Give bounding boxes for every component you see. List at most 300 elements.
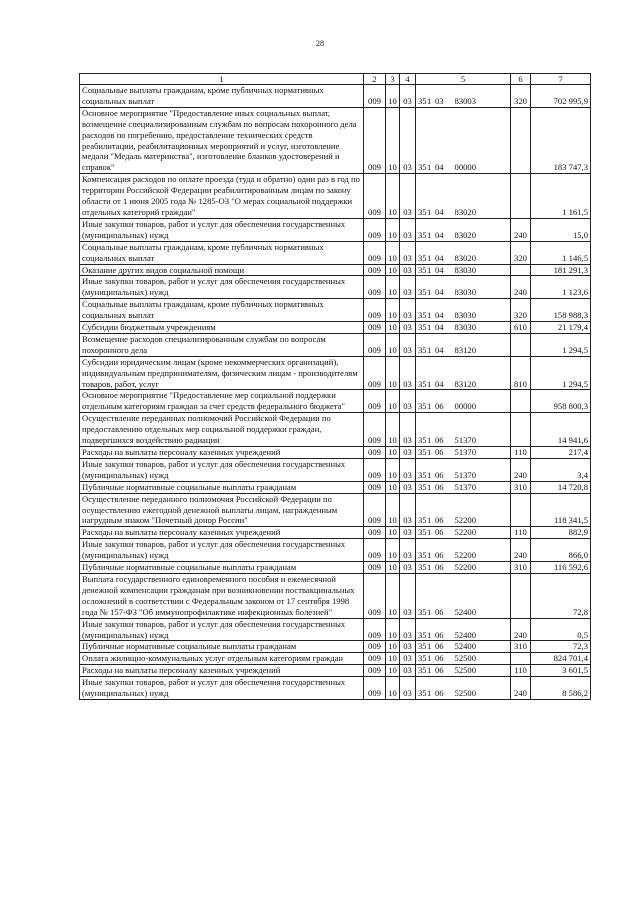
expense-type-code [511,390,531,413]
table-row [80,562,591,574]
target-code-part: 00000 [454,401,476,412]
target-code-part: 51370 [454,447,476,457]
target-code-part: 35 [418,629,427,640]
target-article-code [416,539,511,562]
target-code-part: 83020 [454,229,476,240]
ministry-code: 009 [364,264,386,276]
expense-name: Иные закупки товаров, работ и услуг для обеспечения государственных (муниципальных) нужд [80,218,364,241]
target-article-code [416,218,511,241]
column-header: 2 [364,74,386,85]
expense-type-code [511,264,531,276]
expense-type-code: 240 [511,218,531,241]
expense-type-code [511,413,531,447]
target-code-part: 06 [435,665,444,676]
expense-type-code: 310 [511,562,531,574]
target-code-part: 1 [427,378,432,389]
target-code-part: 35 [418,653,427,664]
subsection-code: 03 [400,677,416,700]
amount: 1 146,5 [531,241,591,264]
expense-name: Возмещение расходов специализированным службам по вопросам похоронного дела [80,333,364,356]
target-code-part: 04 [435,344,444,355]
subsection-code: 03 [400,107,416,173]
section-code: 10 [386,85,400,108]
target-code-part: 35 [418,688,427,699]
amount: 702 995,9 [531,85,591,108]
target-code-part: 06 [435,641,444,652]
expense-name: Основное мероприятие "Предоставление мер социальной поддержки отдельным категориям граждан за счет средств федерального бюджета" [80,390,364,413]
target-code-part: 04 [435,322,444,333]
subsection-code: 03 [400,618,416,641]
subsection-code: 03 [400,322,416,334]
section-code: 10 [386,107,400,173]
expense-name: Основное мероприятие "Предоставление иных социальных выплат, возмещение специализированным службам по вопросам похоронного дела расходов по погребению, предоставление технических средств реабилитации, реабилитационных мероприятий и услуг, изготовление медали "Медаль материнства", изготовление бланков удостоверений и справок" [80,107,364,173]
amount: 183 747,3 [531,107,591,173]
target-article-code [416,458,511,481]
table-row [80,333,591,356]
expense-type-code [511,573,531,618]
table-row [80,85,591,108]
target-code-part: 35 [418,162,427,173]
subsection-code: 03 [400,573,416,618]
expense-name: Расходы на выплаты персоналу казенных учреждений [80,665,364,677]
section-code: 10 [386,458,400,481]
target-article-code [416,573,511,618]
section-code: 10 [386,653,400,665]
target-code-part: 03 [435,95,444,106]
target-code-part: 1 [427,469,432,480]
target-code-part: 1 [427,665,432,676]
target-code-part: 83020 [454,206,476,217]
expense-type-code: 610 [511,322,531,334]
target-code-part: 1 [427,401,432,412]
target-article-code [416,107,511,173]
section-code: 10 [386,322,400,334]
table-row [80,356,591,390]
target-code-part: 52200 [454,515,476,526]
ministry-code: 009 [364,107,386,173]
target-code-part: 83030 [454,264,476,275]
expense-name: Публичные нормативные социальные выплаты гражданам [80,641,364,653]
ministry-code: 009 [364,573,386,618]
target-code-part: 35 [418,527,427,538]
table-row [80,390,591,413]
target-article-code [416,447,511,459]
target-code-part: 51370 [454,481,476,492]
target-code-part: 1 [427,287,432,298]
amount: 158 988,3 [531,299,591,322]
target-code-part: 35 [418,481,427,492]
expense-type-code: 320 [511,85,531,108]
section-code: 10 [386,241,400,264]
table-header-row [80,74,591,85]
table-body [80,85,591,700]
ministry-code: 009 [364,618,386,641]
target-code-part: 83120 [454,378,476,389]
amount: 8 586,2 [531,677,591,700]
section-code: 10 [386,527,400,539]
column-header: 1 [80,74,364,85]
ministry-code: 009 [364,447,386,459]
target-code-part: 35 [418,515,427,526]
target-code-part: 35 [418,264,427,275]
ministry-code: 009 [364,641,386,653]
ministry-code: 009 [364,390,386,413]
expense-type-code [511,493,531,527]
target-code-part: 35 [418,401,427,412]
section-code: 10 [386,276,400,299]
target-article-code [416,493,511,527]
target-code-part: 52200 [454,562,476,573]
expense-type-code: 110 [511,527,531,539]
amount: 21 179,4 [531,322,591,334]
target-code-part: 52400 [454,606,476,617]
expense-name: Социальные выплаты гражданам, кроме публичных нормативных социальных выплат [80,85,364,108]
target-code-part: 06 [435,515,444,526]
target-code-part: 1 [427,344,432,355]
target-code-part: 35 [418,95,427,106]
table-row [80,107,591,173]
target-code-part: 35 [418,641,427,652]
target-code-part: 04 [435,206,444,217]
target-code-part: 1 [427,527,432,538]
section-code: 10 [386,641,400,653]
expense-type-code: 240 [511,677,531,700]
expense-name: Расходы на выплаты персоналу казенных учреждений [80,447,364,459]
amount: 72,3 [531,641,591,653]
expense-name: Оказание других видов социальной помощи [80,264,364,276]
expense-type-code: 240 [511,276,531,299]
amount: 882,9 [531,527,591,539]
target-code-part: 1 [427,688,432,699]
target-code-part: 83020 [454,252,476,263]
expense-type-code [511,333,531,356]
target-code-part: 1 [427,229,432,240]
expense-name: Иные закупки товаров, работ и услуг для обеспечения государственных (муниципальных) нужд [80,276,364,299]
target-article-code [416,174,511,219]
subsection-code: 03 [400,356,416,390]
ministry-code: 009 [364,493,386,527]
amount: 0,5 [531,618,591,641]
amount: 958 800,3 [531,390,591,413]
target-code-part: 35 [418,550,427,561]
expense-name: Осуществление переданных полномочий Российской Федерации по предоставлению отдельных мер социальной поддержки граждан, подвергшихся воздействию радиации [80,413,364,447]
ministry-code: 009 [364,322,386,334]
target-code-part: 06 [435,481,444,492]
target-article-code [416,527,511,539]
table-row [80,527,591,539]
section-code: 10 [386,174,400,219]
target-code-part: 1 [427,322,432,333]
target-article-code [416,241,511,264]
subsection-code: 03 [400,218,416,241]
amount: 181 291,3 [531,264,591,276]
target-code-part: 06 [435,550,444,561]
amount: 116 592,6 [531,562,591,574]
subsection-code: 03 [400,241,416,264]
table-row [80,322,591,334]
target-code-part: 04 [435,264,444,275]
target-code-part: 35 [418,469,427,480]
target-code-part: 51370 [454,435,476,446]
subsection-code: 03 [400,299,416,322]
target-code-part: 04 [435,162,444,173]
subsection-code: 03 [400,413,416,447]
expense-type-code [511,107,531,173]
target-code-part: 35 [418,229,427,240]
target-code-part: 35 [418,562,427,573]
target-code-part: 06 [435,435,444,446]
column-header: 4 [400,74,416,85]
target-code-part: 1 [427,447,432,457]
amount: 217,4 [531,447,591,459]
amount: 72,8 [531,573,591,618]
target-article-code [416,677,511,700]
section-code: 10 [386,413,400,447]
subsection-code: 03 [400,85,416,108]
expense-name: Субсидии бюджетным учреждениям [80,322,364,334]
target-code-part: 06 [435,688,444,699]
expense-name: Публичные нормативные социальные выплаты гражданам [80,481,364,493]
column-header: 7 [531,74,591,85]
target-article-code [416,618,511,641]
section-code: 10 [386,299,400,322]
section-code: 10 [386,481,400,493]
expense-name: Социальные выплаты гражданам, кроме публичных нормативных социальных выплат [80,299,364,322]
expense-name: Осуществление переданного полномочия Российской Федерации по осуществлению ежегодной денежной выплаты лицам, награжденным нагрудным знаком "Почетный донор России" [80,493,364,527]
amount: 15,0 [531,218,591,241]
target-code-part: 83030 [454,287,476,298]
amount: 3,4 [531,458,591,481]
ministry-code: 009 [364,241,386,264]
amount: 14 941,6 [531,413,591,447]
target-code-part: 06 [435,653,444,664]
column-header: 3 [386,74,400,85]
target-code-part: 52500 [454,653,476,664]
subsection-code: 03 [400,458,416,481]
target-article-code [416,641,511,653]
ministry-code: 009 [364,276,386,299]
target-code-part: 35 [418,252,427,263]
table-row [80,665,591,677]
table-row [80,447,591,459]
ministry-code: 009 [364,218,386,241]
ministry-code: 009 [364,413,386,447]
target-article-code [416,653,511,665]
target-code-part: 52200 [454,550,476,561]
ministry-code: 009 [364,299,386,322]
expense-name: Публичные нормативные социальные выплаты гражданам [80,562,364,574]
target-code-part: 06 [435,629,444,640]
expense-name: Иные закупки товаров, работ и услуг для обеспечения государственных (муниципальных) нужд [80,677,364,700]
table-row [80,299,591,322]
ministry-code: 009 [364,527,386,539]
target-code-part: 83030 [454,310,476,321]
target-code-part: 35 [418,206,427,217]
expense-type-code [511,653,531,665]
target-article-code [416,264,511,276]
subsection-code: 03 [400,641,416,653]
expense-name: Оплата жилищно-коммунальных услуг отдельным категориям граждан [80,653,364,665]
amount: 1 294,5 [531,356,591,390]
subsection-code: 03 [400,539,416,562]
section-code: 10 [386,264,400,276]
target-code-part: 52200 [454,527,476,538]
target-article-code [416,390,511,413]
table-row [80,573,591,618]
amount: 3 601,5 [531,665,591,677]
table-row [80,413,591,447]
expense-type-code: 240 [511,618,531,641]
section-code: 10 [386,539,400,562]
target-article-code [416,85,511,108]
ministry-code: 009 [364,539,386,562]
subsection-code: 03 [400,333,416,356]
expense-name: Иные закупки товаров, работ и услуг для обеспечения государственных (муниципальных) нужд [80,618,364,641]
target-code-part: 35 [418,378,427,389]
section-code: 10 [386,390,400,413]
table-row [80,641,591,653]
amount: 14 720,8 [531,481,591,493]
expense-type-code: 240 [511,458,531,481]
section-code: 10 [386,493,400,527]
target-code-part: 1 [427,264,432,275]
target-code-part: 06 [435,527,444,538]
target-code-part: 1 [427,562,432,573]
subsection-code: 03 [400,493,416,527]
target-code-part: 1 [427,606,432,617]
target-code-part: 1 [427,550,432,561]
target-code-part: 1 [427,206,432,217]
target-article-code [416,562,511,574]
target-code-part: 1 [427,310,432,321]
subsection-code: 03 [400,481,416,493]
expense-name: Иные закупки товаров, работ и услуг для обеспечения государственных (муниципальных) нужд [80,539,364,562]
ministry-code: 009 [364,356,386,390]
section-code: 10 [386,333,400,356]
table-row [80,653,591,665]
table-row [80,539,591,562]
target-code-part: 00000 [454,162,476,173]
target-code-part: 04 [435,229,444,240]
expense-name: Иные закупки товаров, работ и услуг для обеспечения государственных (муниципальных) нужд [80,458,364,481]
target-article-code [416,356,511,390]
ministry-code: 009 [364,458,386,481]
expense-name: Выплата государственного единовременного пособия и ежемесячной денежной компенсации гражданам при возникновении поствакцинальных осложнений в соответствии с Федеральным законом от 17 сентября 1998 года № 157-ФЗ "Об иммунопрофилактике инфекционных болезней" [80,573,364,618]
target-code-part: 1 [427,435,432,446]
target-code-part: 83003 [454,95,476,106]
subsection-code: 03 [400,276,416,299]
target-code-part: 35 [418,435,427,446]
target-code-part: 06 [435,562,444,573]
target-article-code [416,322,511,334]
subsection-code: 03 [400,174,416,219]
table-row [80,264,591,276]
table-row [80,241,591,264]
table-row [80,458,591,481]
expense-name: Расходы на выплаты персоналу казенных учреждений [80,527,364,539]
target-code-part: 06 [435,469,444,480]
target-code-part: 52400 [454,629,476,640]
target-code-part: 04 [435,310,444,321]
expense-name: Компенсация расходов по оплате проезда (туда и обратно) один раз в год по территории Российской Федерации реабилитированным лицам по закону области от 1 июня 2005 года № 1285-ОЗ "О мерах социальной поддержки отдельных категорий граждан" [80,174,364,219]
section-code: 10 [386,573,400,618]
expense-type-code: 110 [511,665,531,677]
target-code-part: 35 [418,606,427,617]
page-number: 28 [316,39,324,48]
section-code: 10 [386,562,400,574]
target-code-part: 83120 [454,344,476,355]
target-code-part: 35 [418,447,427,457]
section-code: 10 [386,447,400,459]
subsection-code: 03 [400,665,416,677]
target-code-part: 35 [418,322,427,333]
target-code-part: 04 [435,378,444,389]
target-code-part: 06 [435,606,444,617]
target-code-part: 1 [427,95,432,106]
expense-type-code: 310 [511,641,531,653]
target-code-part: 52500 [454,688,476,699]
target-code-part: 52400 [454,641,476,652]
target-code-part: 1 [427,252,432,263]
target-code-part: 35 [418,344,427,355]
target-code-part: 52500 [454,665,476,676]
target-code-part: 51370 [454,469,476,480]
ministry-code: 009 [364,481,386,493]
section-code: 10 [386,618,400,641]
expense-type-code: 240 [511,539,531,562]
target-article-code [416,665,511,677]
expense-type-code: 110 [511,447,531,459]
table-row [80,618,591,641]
budget-table [79,73,591,700]
subsection-code: 03 [400,447,416,459]
section-code: 10 [386,677,400,700]
expense-type-code: 320 [511,241,531,264]
subsection-code: 03 [400,390,416,413]
table-row [80,493,591,527]
table-row [80,218,591,241]
amount: 1 161,5 [531,174,591,219]
expense-type-code [511,174,531,219]
target-code-part: 35 [418,665,427,676]
column-header: 5 [416,74,511,85]
table-row [80,481,591,493]
expense-name: Социальные выплаты гражданам, кроме публичных нормативных социальных выплат [80,241,364,264]
subsection-code: 03 [400,653,416,665]
amount: 824 701,4 [531,653,591,665]
amount: 1 123,6 [531,276,591,299]
ministry-code: 009 [364,677,386,700]
ministry-code: 009 [364,333,386,356]
table-row [80,174,591,219]
table-row [80,276,591,299]
amount: 1 294,5 [531,333,591,356]
target-code-part: 35 [418,287,427,298]
expense-type-code: 310 [511,481,531,493]
target-code-part: 1 [427,653,432,664]
target-code-part: 1 [427,481,432,492]
section-code: 10 [386,665,400,677]
target-article-code [416,276,511,299]
column-header: 6 [511,74,531,85]
target-code-part: 04 [435,252,444,263]
expense-type-code: 810 [511,356,531,390]
target-article-code [416,413,511,447]
subsection-code: 03 [400,562,416,574]
subsection-code: 03 [400,264,416,276]
target-code-part: 1 [427,641,432,652]
ministry-code: 009 [364,562,386,574]
